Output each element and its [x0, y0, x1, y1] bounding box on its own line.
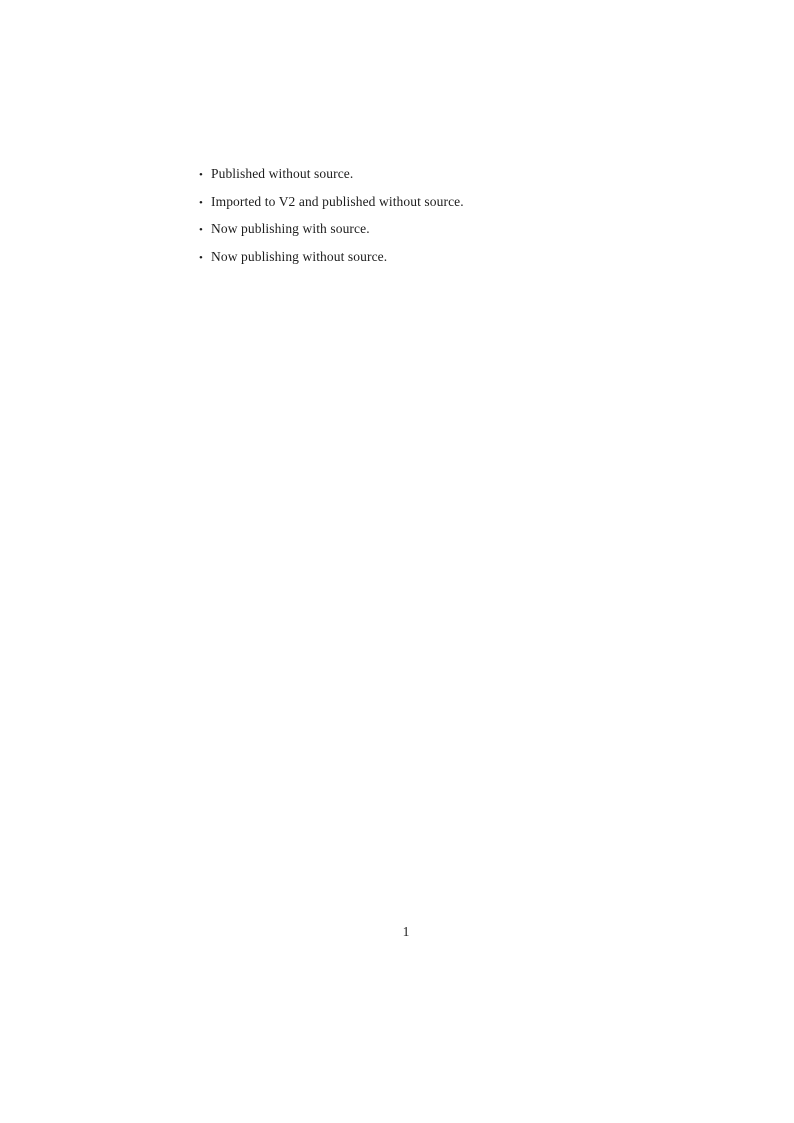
bullet-icon: •: [199, 196, 203, 209]
bullet-icon: •: [199, 224, 203, 237]
list-item: [199, 167, 464, 182]
bullet-list: [199, 167, 464, 265]
list-item: [199, 222, 464, 237]
list-item: [199, 195, 464, 210]
page-number: 1: [402, 924, 410, 939]
list-item: [199, 250, 464, 265]
bullet-icon: •: [199, 169, 203, 181]
list-item-text: Now publishing with source.: [211, 221, 370, 237]
bullet-icon: •: [199, 251, 203, 264]
list-item-text: Now publishing without source.: [211, 248, 388, 264]
list-item-text: Published without source.: [211, 166, 354, 181]
list-item-text: Imported to V2 and published without source.: [211, 193, 464, 209]
